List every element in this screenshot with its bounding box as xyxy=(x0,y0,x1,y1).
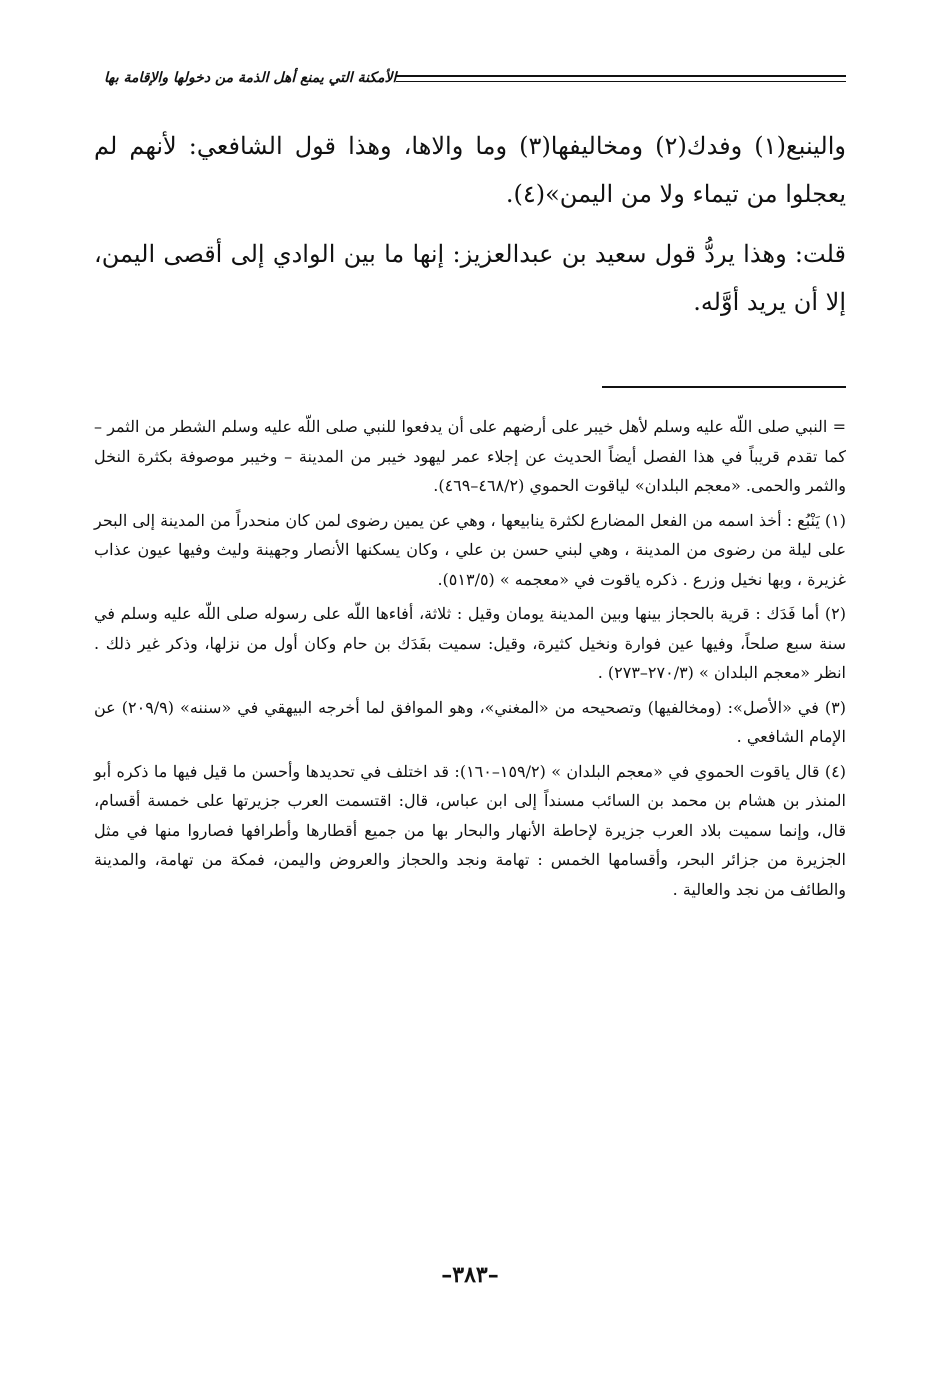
running-header xyxy=(94,66,846,90)
footnote-1: (١) يَنْبُع : أخذ اسمه من الفعل المضارع لكثرة ينابيعها ، وهي عن يمين رضوى لمن كان منحدراً من المدينة إلى البحر على ليلة من رضوى من المدينة ، وهي لبني حسن بن علي ، وكان يسكنها الأنصار وجهينة وليث وفيها عيون عذاب غزيرة ، وبها نخيل وزرع . ذكره ياقوت في «معجمه » (٥١٣/٥). xyxy=(94,510,847,589)
main-paragraph: والينبع(١) وفدك(٢) ومخاليفها(٣) وما والاها، وهذا قول الشافعي: لأنهم لم يعجلوا من تيماء ولا من اليمن»(٤). xyxy=(94,132,846,208)
footnote-continuation: = النبي صلى اللّه عليه وسلم لأهل خيبر على أرضهم على أن يدفعوا للنبي صلى اللّه عليه وسلم الشطر من الثمر – كما تقدم قريباً في هذا الفصل أيضاً الحديث عن إجلاء عمر ليهود خيبر من المدينة – وخيبر موصوفة بكثرة النخل والثمر والحمى. «معجم البلدان» لياقوت الحموي (٤٦٨/٢–٤٦٩). xyxy=(94,417,846,495)
main-paragraph: قلت: وهذا يردُّ قول سعيد بن عبدالعزيز: إنها ما بين الوادي إلى أقصى اليمن، إلا أن يريد أوَّله. xyxy=(94,240,846,316)
footnote-3: (٣) في «الأصل»: (ومخالفيها) وتصحيحه من «المغني»، وهو الموافق لما أخرجه البيهقي في «سننه» (٢٠٩/٩) عن الإمام الشافعي . xyxy=(94,697,847,746)
header-double-rule xyxy=(396,75,846,82)
footnotes xyxy=(94,412,846,909)
footnote-4: (٤) قال ياقوت الحموي في «معجم البلدان » (١٥٩/٢–١٦٠): قد اختلف في تحديدها وأحسن ما قيل فيها ما ذكره أبو المنذر بن هشام بن محمد بن السائب مسنداً إلى ابن عباس، قال: اقتسمت العرب جزيرتها على خمسة أقسام، قال، وإنما سميت بلاد العرب جزيرة لإحاطة الأنهار والبحار بها من جميع أقطارها وأطرافها فصاروا منها في مثل الجزيرة من جزائر البحر، وأقسامها الخمس : تهامة ونجد والحجاز والعروض واليمن، فمكة من تهامة، والمدينة والطائف من نجد والعالية . xyxy=(94,761,847,899)
running-header-title: الأمكنة التي يمنع أهل الذمة من دخولها والإقامة بها xyxy=(104,70,397,86)
main-text xyxy=(94,122,846,338)
footnote-separator xyxy=(602,386,846,388)
page-number: –٣٨٣– xyxy=(441,1262,499,1288)
footnote-2: (٢) أما فَدَك : قرية بالحجاز بينها وبين المدينة يومان وقيل : ثلاثة، أفاءها اللّه على رسوله صلى اللّه عليه وسلم في سنة سبع صلحاً، وفيها عين فوارة ونخيل كثيرة، وقيل: سميت بفَدَك بن حام وكان أول من نزلها، وذكر غير ذلك . انظر «معجم البلدان » (٢٧٠/٣–٢٧٣) . xyxy=(94,604,846,682)
